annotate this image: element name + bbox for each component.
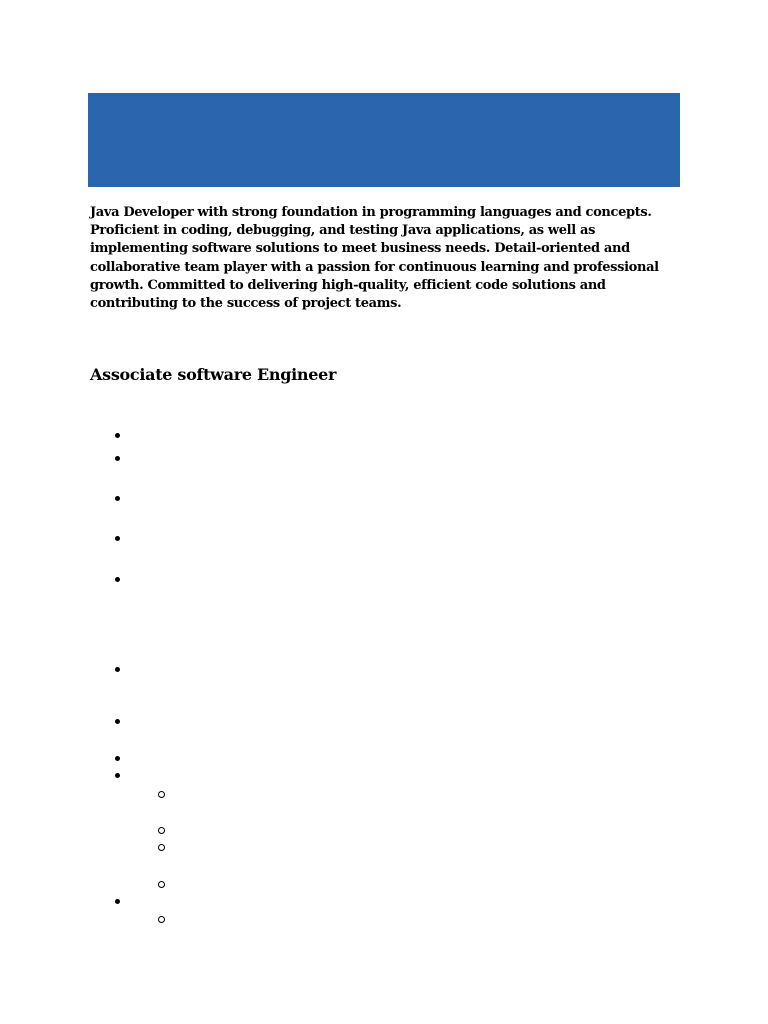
bullet-point: [114, 432, 122, 440]
sub-bullet-point: [158, 844, 166, 852]
bullet-point: [114, 535, 122, 543]
header-banner: [88, 93, 680, 187]
bullet-point: [114, 666, 122, 674]
sub-bullet-point: [158, 916, 166, 924]
bullet-point: [114, 495, 122, 503]
bullet-point: [114, 772, 122, 780]
sub-bullet-point: [158, 827, 166, 835]
bullet-point: [114, 455, 122, 463]
bullet-point: [114, 576, 122, 584]
bullet-point: [114, 755, 122, 763]
professional-summary: Java Developer with strong foundation in programming languages and concepts. Proficient in coding, debugging, and testing Java applications, as well as implementing software solutions to meet business needs. Detail-oriented and collaborative team player with a passion for continuous learning and professional growth. Committed to delivering high-quality, efficient code solutions and contributing to the success of project teams.: [90, 205, 659, 312]
sub-bullet-point: [158, 791, 166, 799]
job-title: Associate software Engineer: [90, 365, 337, 384]
sub-bullet-point: [158, 881, 166, 889]
bullet-point: [114, 898, 122, 906]
bullet-point: [114, 718, 122, 726]
